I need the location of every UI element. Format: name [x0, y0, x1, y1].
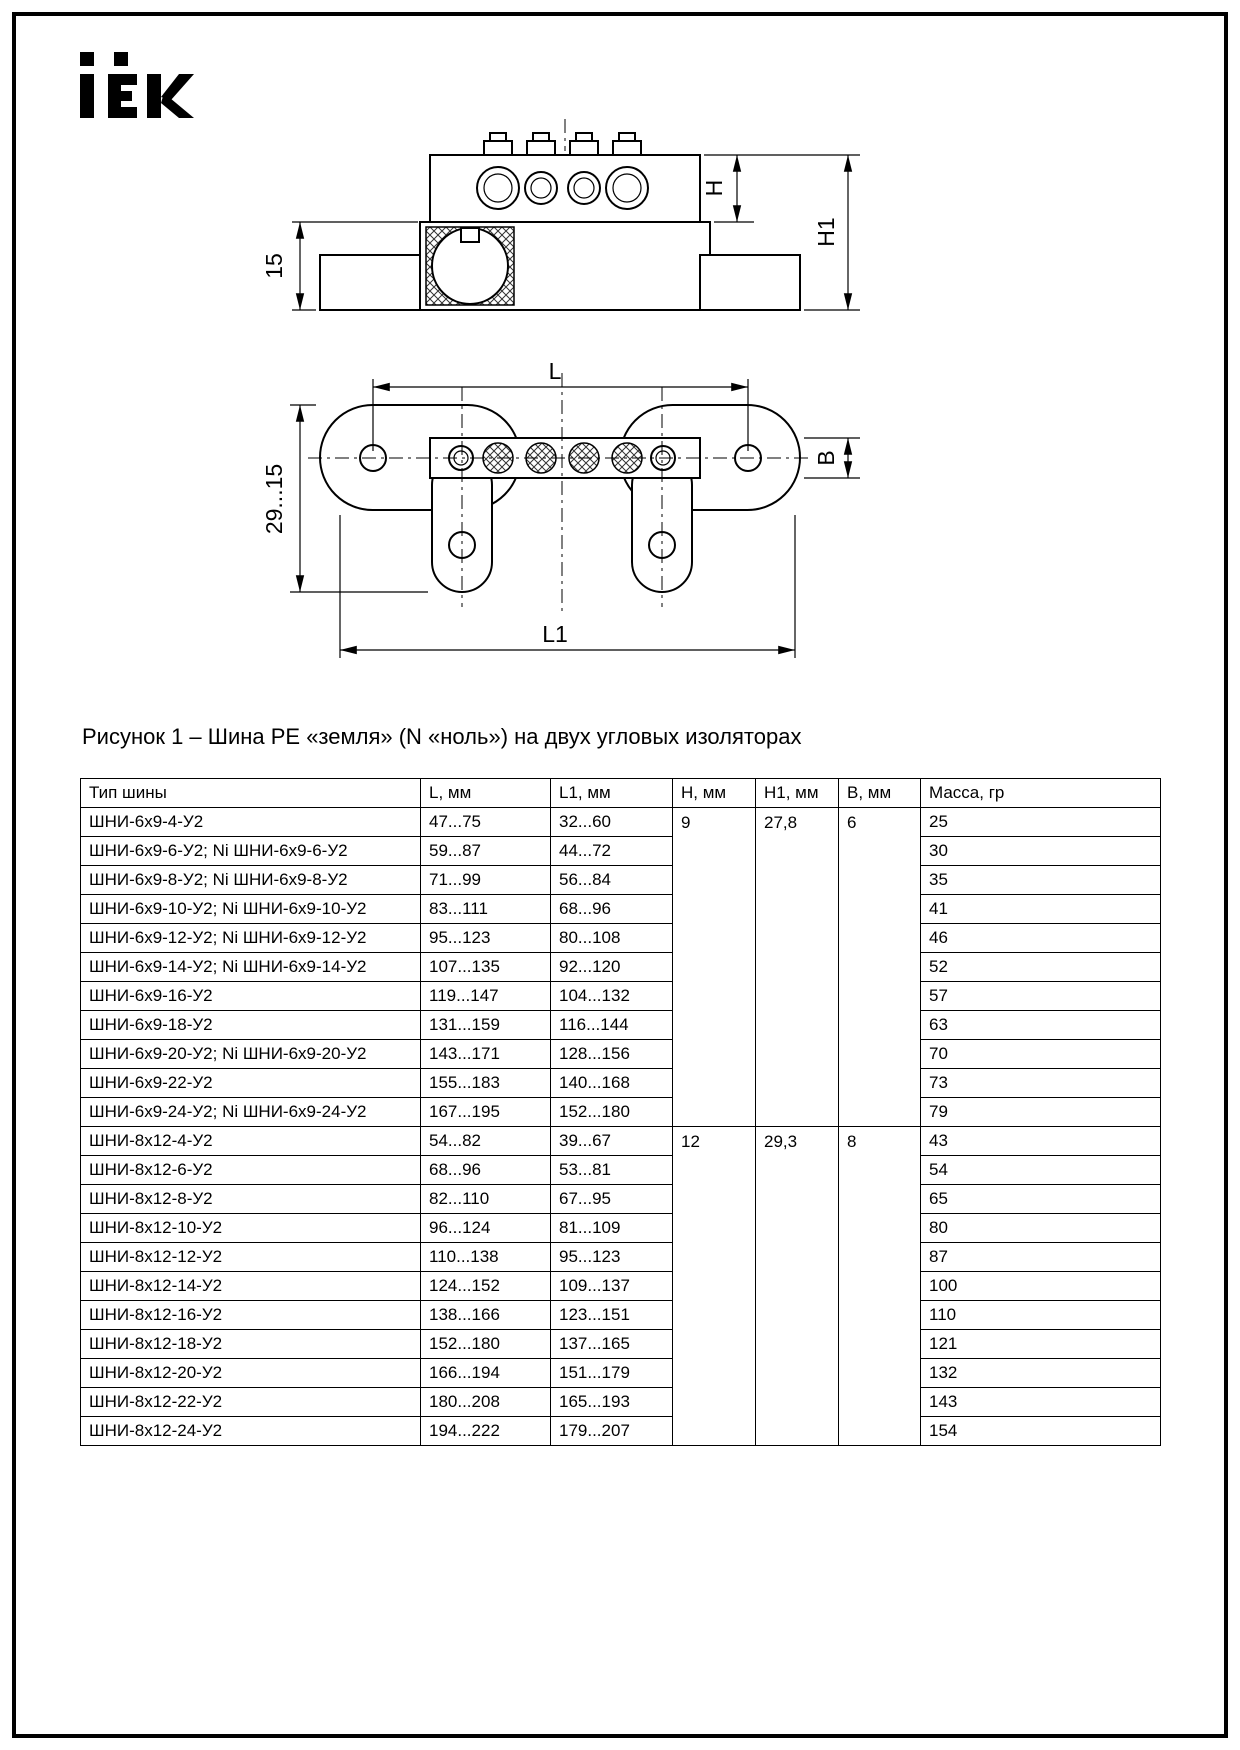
- spec-row: [81, 953, 1161, 982]
- logo-square-dot-i: [80, 52, 94, 66]
- spec-row: [81, 1040, 1161, 1069]
- l-cell: 152...180: [421, 1330, 551, 1359]
- l1-cell: 109...137: [551, 1272, 673, 1301]
- type-cell: ШНИ-6х9-18-У2: [81, 1011, 421, 1040]
- spec-row: [81, 837, 1161, 866]
- dim-l1: [340, 515, 795, 658]
- spec-row: [81, 866, 1161, 895]
- l1-cell: 104...132: [551, 982, 673, 1011]
- spec-row: [81, 1069, 1161, 1098]
- spec-row: [81, 1127, 1161, 1156]
- l1-cell: 80...108: [551, 924, 673, 953]
- l1-cell: 179...207: [551, 1417, 673, 1446]
- spec-table: [80, 778, 1161, 1446]
- l-cell: 167...195: [421, 1098, 551, 1127]
- mass-cell: 63: [921, 1011, 1161, 1040]
- b-cell: 6: [839, 808, 921, 1127]
- mass-cell: 79: [921, 1098, 1161, 1127]
- mass-cell: 121: [921, 1330, 1161, 1359]
- header-type: Тип шины: [81, 779, 421, 808]
- plan-view: [261, 358, 860, 658]
- type-cell: ШНИ-6х9-12-У2; Ni ШНИ-6х9-12-У2: [81, 924, 421, 953]
- l-cell: 155...183: [421, 1069, 551, 1098]
- type-cell: ШНИ-8х12-24-У2: [81, 1417, 421, 1446]
- type-cell: ШНИ-6х9-10-У2; Ni ШНИ-6х9-10-У2: [81, 895, 421, 924]
- spec-row: [81, 1301, 1161, 1330]
- l1-cell: 39...67: [551, 1127, 673, 1156]
- type-cell: ШНИ-8х12-20-У2: [81, 1359, 421, 1388]
- mounting-wing-right: [700, 255, 800, 310]
- mass-cell: 30: [921, 837, 1161, 866]
- technical-drawing: [70, 115, 1130, 705]
- l-cell: 180...208: [421, 1388, 551, 1417]
- h-cell: 9: [673, 808, 756, 1127]
- h1-cell: 29,3: [756, 1127, 839, 1446]
- l1-cell: 128...156: [551, 1040, 673, 1069]
- spec-row: [81, 1359, 1161, 1388]
- header-l: L, мм: [421, 779, 551, 808]
- mounting-wing-left: [320, 255, 420, 310]
- spec-row: [81, 1156, 1161, 1185]
- type-cell: ШНИ-6х9-14-У2; Ni ШНИ-6х9-14-У2: [81, 953, 421, 982]
- spec-table-body: [81, 808, 1161, 1446]
- mass-cell: 43: [921, 1127, 1161, 1156]
- type-cell: ШНИ-8х12-8-У2: [81, 1185, 421, 1214]
- l-cell: 194...222: [421, 1417, 551, 1446]
- terminal-tabs: [484, 133, 641, 155]
- l-cell: 124...152: [421, 1272, 551, 1301]
- l-cell: 96...124: [421, 1214, 551, 1243]
- mass-cell: 65: [921, 1185, 1161, 1214]
- type-cell: ШНИ-8х12-16-У2: [81, 1301, 421, 1330]
- figure-caption: Рисунок 1 – Шина PE «земля» (N «ноль») на двух угловых изоляторах: [82, 724, 802, 749]
- dim-label-h: H: [701, 179, 727, 197]
- mass-cell: 80: [921, 1214, 1161, 1243]
- spec-row: [81, 808, 1161, 837]
- l1-cell: 151...179: [551, 1359, 673, 1388]
- dim-label-29-15: 29...15: [261, 463, 287, 535]
- mass-cell: 100: [921, 1272, 1161, 1301]
- dim-label-l1: L1: [542, 621, 568, 647]
- header-h: H, мм: [673, 779, 756, 808]
- front-view: [261, 119, 860, 310]
- header-h1: H1, мм: [756, 779, 839, 808]
- header-l1: L1, мм: [551, 779, 673, 808]
- iek-logo-glyphs: [80, 52, 194, 118]
- type-cell: ШНИ-8х12-18-У2: [81, 1330, 421, 1359]
- h1-cell: 27,8: [756, 808, 839, 1127]
- spec-row: [81, 982, 1161, 1011]
- mass-cell: 57: [921, 982, 1161, 1011]
- type-cell: ШНИ-6х9-6-У2; Ni ШНИ-6х9-6-У2: [81, 837, 421, 866]
- b-cell: 8: [839, 1127, 921, 1446]
- iek-logo: [74, 42, 224, 122]
- spec-row: [81, 1098, 1161, 1127]
- spec-row: [81, 1272, 1161, 1301]
- l-cell: 71...99: [421, 866, 551, 895]
- l-cell: 54...82: [421, 1127, 551, 1156]
- insulator-slot: [461, 228, 479, 242]
- l-cell: 166...194: [421, 1359, 551, 1388]
- l1-cell: 140...168: [551, 1069, 673, 1098]
- spec-row: [81, 924, 1161, 953]
- type-cell: ШНИ-6х9-24-У2; Ni ШНИ-6х9-24-У2: [81, 1098, 421, 1127]
- mass-cell: 70: [921, 1040, 1161, 1069]
- dim-h1: [804, 155, 860, 310]
- spec-row: [81, 1185, 1161, 1214]
- l1-cell: 92...120: [551, 953, 673, 982]
- h-cell: 12: [673, 1127, 756, 1446]
- dim-label-15: 15: [261, 253, 287, 279]
- l-cell: 59...87: [421, 837, 551, 866]
- logo-square-dot-e: [114, 52, 128, 66]
- dim-h: [701, 155, 860, 222]
- l-cell: 107...135: [421, 953, 551, 982]
- mass-cell: 54: [921, 1156, 1161, 1185]
- l-cell: 95...123: [421, 924, 551, 953]
- l1-cell: 152...180: [551, 1098, 673, 1127]
- l-cell: 82...110: [421, 1185, 551, 1214]
- l-cell: 138...166: [421, 1301, 551, 1330]
- type-cell: ШНИ-8х12-22-У2: [81, 1388, 421, 1417]
- mass-cell: 41: [921, 895, 1161, 924]
- mass-cell: 46: [921, 924, 1161, 953]
- type-cell: ШНИ-8х12-12-У2: [81, 1243, 421, 1272]
- dim-b: [804, 438, 860, 478]
- mass-cell: 35: [921, 866, 1161, 895]
- l1-cell: 32...60: [551, 808, 673, 837]
- mass-cell: 132: [921, 1359, 1161, 1388]
- type-cell: ШНИ-8х12-14-У2: [81, 1272, 421, 1301]
- header-b: B, мм: [839, 779, 921, 808]
- mass-cell: 143: [921, 1388, 1161, 1417]
- l1-cell: 123...151: [551, 1301, 673, 1330]
- spec-row: [81, 895, 1161, 924]
- l-cell: 131...159: [421, 1011, 551, 1040]
- spec-header-row: [81, 779, 1161, 808]
- spec-row: [81, 1417, 1161, 1446]
- spec-row: [81, 1214, 1161, 1243]
- spec-row: [81, 1243, 1161, 1272]
- type-cell: ШНИ-6х9-8-У2; Ni ШНИ-6х9-8-У2: [81, 866, 421, 895]
- l1-cell: 81...109: [551, 1214, 673, 1243]
- mass-cell: 25: [921, 808, 1161, 837]
- l-cell: 119...147: [421, 982, 551, 1011]
- type-cell: ШНИ-6х9-22-У2: [81, 1069, 421, 1098]
- dim-label-l: L: [548, 358, 562, 384]
- l1-cell: 53...81: [551, 1156, 673, 1185]
- mass-cell: 154: [921, 1417, 1161, 1446]
- header-mass: Масса, гр: [921, 779, 1161, 808]
- bus-body: [430, 155, 700, 222]
- spec-row: [81, 1011, 1161, 1040]
- l-cell: 83...111: [421, 895, 551, 924]
- mass-cell: 73: [921, 1069, 1161, 1098]
- l1-cell: 44...72: [551, 837, 673, 866]
- dim-label-b: B: [813, 450, 839, 466]
- l-cell: 110...138: [421, 1243, 551, 1272]
- type-cell: ШНИ-6х9-20-У2; Ni ШНИ-6х9-20-У2: [81, 1040, 421, 1069]
- l1-cell: 165...193: [551, 1388, 673, 1417]
- mass-cell: 87: [921, 1243, 1161, 1272]
- l1-cell: 56...84: [551, 866, 673, 895]
- type-cell: ШНИ-6х9-4-У2: [81, 808, 421, 837]
- l1-cell: 95...123: [551, 1243, 673, 1272]
- l1-cell: 137...165: [551, 1330, 673, 1359]
- spec-row: [81, 1388, 1161, 1417]
- spec-row: [81, 1330, 1161, 1359]
- dim-label-h1: H1: [813, 217, 839, 247]
- mass-cell: 52: [921, 953, 1161, 982]
- l-cell: 143...171: [421, 1040, 551, 1069]
- l1-cell: 67...95: [551, 1185, 673, 1214]
- l-cell: 47...75: [421, 808, 551, 837]
- type-cell: ШНИ-8х12-4-У2: [81, 1127, 421, 1156]
- type-cell: ШНИ-8х12-10-У2: [81, 1214, 421, 1243]
- l1-cell: 68...96: [551, 895, 673, 924]
- type-cell: ШНИ-8х12-6-У2: [81, 1156, 421, 1185]
- type-cell: ШНИ-6х9-16-У2: [81, 982, 421, 1011]
- mass-cell: 110: [921, 1301, 1161, 1330]
- l-cell: 68...96: [421, 1156, 551, 1185]
- l1-cell: 116...144: [551, 1011, 673, 1040]
